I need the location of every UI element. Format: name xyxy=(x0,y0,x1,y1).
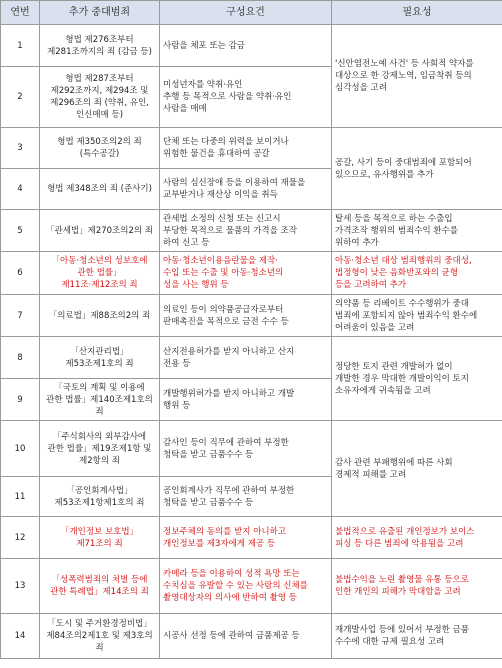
row-number: 14 xyxy=(1,614,40,659)
crime-law: 「산지관리법」 제53조제1호의 죄 xyxy=(40,337,160,379)
necessity: 불법수익을 노린 촬영물 유통 등으로 인한 개인의 피해가 막대함을 고려 xyxy=(332,559,502,614)
crime-law: 「관세법」제270조의2의 죄 xyxy=(40,210,160,252)
table-row xyxy=(1,295,502,337)
necessity: 불법적으로 유출된 개인정보가 보이스 피싱 등 다른 범죄에 악용됨을 고려 xyxy=(332,517,502,559)
necessity: 아동·청소년 대상 범죄행위의 중대성, 법정형이 낮은 음화반포와의 균형 등을 고려하여 추가 xyxy=(332,252,502,295)
table-row xyxy=(1,210,502,252)
row-number: 3 xyxy=(1,128,40,169)
crime-law: 「개인정보 보호법」 제71조의 죄 xyxy=(40,517,160,559)
row-number: 6 xyxy=(1,252,40,295)
row-number: 11 xyxy=(1,477,40,517)
row-number: 9 xyxy=(1,379,40,421)
requirement: 사람의 심신장애 등을 이용하여 재물을 교부받거나 재산상 이익을 취득 xyxy=(160,169,332,210)
row-number: 13 xyxy=(1,559,40,614)
row-number: 5 xyxy=(1,210,40,252)
requirement: 미성년자를 약취·유인 추행 등 목적으로 사람을 약취·유인 사람을 매매 xyxy=(160,67,332,128)
header-row xyxy=(1,1,502,25)
crime-law: 「공인회계사법」 제53조제1항제1호의 죄 xyxy=(40,477,160,517)
header-no: 연번 xyxy=(1,1,40,25)
necessity: '신안염전노예 사건' 등 사회적 약자를 대상으로 한 강제노역, 임금착취 등의 심각성을 고려 xyxy=(332,25,502,128)
row-number: 8 xyxy=(1,337,40,379)
table-row xyxy=(1,421,502,477)
crime-law: 형법 제287조부터 제292조까지, 제294조 및 제296조의 죄 (약취, 유인, 인신매매 등) xyxy=(40,67,160,128)
requirement: 개발행위허가를 받지 아니하고 개발 행위 등 xyxy=(160,379,332,421)
necessity: 의약품 등 리베이트 수수행위가 중대 범죄에 포함되지 않아 범죄수익 환수에 어려움이 있음을 고려 xyxy=(332,295,502,337)
crime-law: 형법 제350조의2의 죄 (특수공갈) xyxy=(40,128,160,169)
requirement: 관세법 소정의 신청 또는 신고시 부당한 목적으로 물품의 가격을 조작 하여 신고 등 xyxy=(160,210,332,252)
necessity: 감사 관련 부패행위에 따른 사회 경제적 피해를 고려 xyxy=(332,421,502,517)
table-row xyxy=(1,517,502,559)
header-necessity: 필요성 xyxy=(332,1,502,25)
necessity: 재개발사업 등에 있어서 부정한 금품 수수에 대한 규제 필요성 고려 xyxy=(332,614,502,659)
row-number: 4 xyxy=(1,169,40,210)
row-number: 1 xyxy=(1,25,40,67)
header-crime: 추가 중대범죄 xyxy=(40,1,160,25)
crime-law: 「아동·청소년의 성보호에 관한 법률」 제11조·제12조의 죄 xyxy=(40,252,160,295)
requirement: 시공사 선정 등에 관하여 금품제공 등 xyxy=(160,614,332,659)
table-row xyxy=(1,559,502,614)
row-number: 7 xyxy=(1,295,40,337)
requirement: 감사인 등이 직무에 관하여 부정한 청탁을 받고 금품수수 등 xyxy=(160,421,332,477)
requirement: 산지전용허가를 받지 아니하고 산지 전용 등 xyxy=(160,337,332,379)
requirement: 카메라 등을 이용하여 성적 욕망 또는 수치심을 유발할 수 있는 사람의 신체를 촬영대상자의 의사에 반하여 촬영 등 xyxy=(160,559,332,614)
necessity: 정당한 토지 관련 개발허가 없이 개발한 경우 막대한 개발이익이 토지 소유자에게 귀속됨을 고려 xyxy=(332,337,502,421)
crime-law: 「국토의 계획 및 이용에 관한 법률」제140조제1호의 죄 xyxy=(40,379,160,421)
row-number: 10 xyxy=(1,421,40,477)
crime-law: 「성폭력범죄의 처벌 등에 관한 특례법」제14조의 죄 xyxy=(40,559,160,614)
row-number: 2 xyxy=(1,67,40,128)
requirement: 의료인 등이 의약품공급자로부터 판매촉진을 목적으로 금전 수수 등 xyxy=(160,295,332,337)
requirement: 사람을 체포 또는 감금 xyxy=(160,25,332,67)
necessity: 공갈, 사기 등이 중대범죄에 포함되어 있으므로, 유사행위를 추가 xyxy=(332,128,502,210)
requirement: 단체 또는 다중의 위력을 보이거나 위험한 물건을 휴대하여 공갈 xyxy=(160,128,332,169)
table-row xyxy=(1,614,502,659)
requirement: 정보주체의 동의를 받지 아니하고 개인정보를 제3자에게 제공 등 xyxy=(160,517,332,559)
crime-law: 형법 제276조부터 제281조까지의 죄 (감금 등) xyxy=(40,25,160,67)
row-number: 12 xyxy=(1,517,40,559)
table-row xyxy=(1,337,502,379)
header-requirements: 구성요건 xyxy=(160,1,332,25)
table-row xyxy=(1,25,502,67)
table-row xyxy=(1,128,502,169)
crime-law: 「의료법」제88조의2의 죄 xyxy=(40,295,160,337)
crime-law: 「주식회사의 외부감사에 관한 법률」제19조제1항 및 제2항의 죄 xyxy=(40,421,160,477)
crime-law: 「도시 및 주거환경정비법」 제84조의2제1호 및 제3호의 죄 xyxy=(40,614,160,659)
table-row xyxy=(1,252,502,295)
requirement: 아동·청소년이용음란물을 제작· 수입 또는 수출 및 아동·청소년의 성을 사는 행위 등 xyxy=(160,252,332,295)
requirement: 공인회계사가 직무에 관하여 부정한 청탁을 받고 금품수수 등 xyxy=(160,477,332,517)
crime-law: 형법 제348조의 죄 (준사기) xyxy=(40,169,160,210)
necessity: 탈세 등을 목적으로 하는 수출입 가격조작 행위의 범죄수익 환수를 위하여 추가 xyxy=(332,210,502,252)
